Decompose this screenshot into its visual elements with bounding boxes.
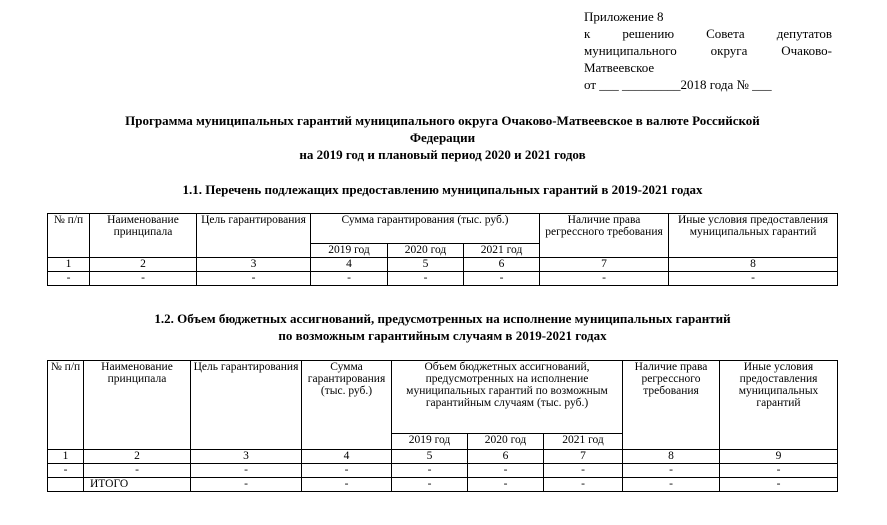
column-number: 4	[302, 450, 392, 464]
column-number: 7	[544, 450, 623, 464]
column-number-row	[48, 258, 838, 272]
budget-allocations-table	[47, 360, 838, 492]
header-other: Иные условия предоставления муниципальных гарантий	[720, 361, 838, 450]
column-number: 4	[311, 258, 388, 272]
column-number: 6	[468, 450, 544, 464]
header-purpose: Цель гарантирования	[191, 361, 302, 450]
header-volume: Объем бюджетных ассигнований, предусмотренных на исполнение муниципальных гарантий по возможным гарантийным случаям (тыс. руб.)	[392, 361, 623, 434]
table-cell: -	[84, 464, 191, 478]
table-cell: -	[311, 272, 388, 286]
table-cell: -	[720, 478, 838, 492]
total-label: ИТОГО	[84, 478, 191, 492]
header-principal: Наименование принципала	[84, 361, 191, 450]
section2-heading-line: по возможным гарантийным случаям в 2019-2021 годах	[278, 328, 607, 343]
appendix-block	[584, 8, 832, 93]
column-number: 8	[669, 258, 838, 272]
table-row	[48, 464, 838, 478]
column-number: 3	[191, 450, 302, 464]
appendix-line: от ___ _________2018 года № ___	[584, 77, 772, 92]
section2-heading	[40, 310, 845, 344]
guarantees-list-table	[47, 213, 838, 286]
table-cell: -	[48, 272, 90, 286]
column-number-row	[48, 450, 838, 464]
title-line: Федерации	[409, 130, 476, 145]
table-cell: -	[540, 272, 669, 286]
column-number: 8	[623, 450, 720, 464]
header-regress: Наличие права регрессного требования	[540, 214, 669, 258]
title-line: Программа муниципальных гарантий муниципального округа Очаково-Матвеевское в валюте Российской	[125, 113, 760, 128]
table-cell: -	[544, 478, 623, 492]
header-other: Иные условия предоставления муниципальных гарантий	[669, 214, 838, 258]
header-num: № п/п	[48, 214, 90, 258]
column-number: 6	[464, 258, 540, 272]
column-number: 2	[84, 450, 191, 464]
table-cell: -	[90, 272, 197, 286]
appendix-line: к решению Совета депутатов	[584, 26, 832, 41]
column-number: 5	[388, 258, 464, 272]
title-line: на 2019 год и плановый период 2020 и 2021 годов	[299, 147, 586, 162]
table-cell	[48, 478, 84, 492]
column-number: 3	[197, 258, 311, 272]
header-year-2020: 2020 год	[388, 244, 464, 258]
header-principal: Наименование принципала	[90, 214, 197, 258]
table-cell: -	[197, 272, 311, 286]
total-row	[48, 478, 838, 492]
section1-heading: 1.1. Перечень подлежащих предоставлению муниципальных гарантий в 2019-2021 годах	[182, 182, 703, 197]
appendix-line: муниципального округа Очаково-	[584, 43, 832, 58]
table-cell: -	[623, 478, 720, 492]
table-cell: -	[468, 464, 544, 478]
appendix-line: Матвеевское	[584, 60, 655, 75]
table-cell: -	[388, 272, 464, 286]
document-title	[40, 112, 845, 163]
column-number: 9	[720, 450, 838, 464]
header-purpose: Цель гарантирования	[197, 214, 311, 258]
section2-heading-line: 1.2. Объем бюджетных ассигнований, предусмотренных на исполнение муниципальных гарантий	[154, 311, 731, 326]
header-year-2020: 2020 год	[468, 434, 544, 450]
table-cell: -	[669, 272, 838, 286]
table-cell: -	[191, 464, 302, 478]
table-cell: -	[720, 464, 838, 478]
table-row	[48, 272, 838, 286]
header-regress: Наличие права регрессного требования	[623, 361, 720, 450]
column-number: 5	[392, 450, 468, 464]
column-number: 1	[48, 450, 84, 464]
column-number: 1	[48, 258, 90, 272]
table-cell: -	[623, 464, 720, 478]
appendix-line: Приложение 8	[584, 9, 664, 24]
header-year-2021: 2021 год	[544, 434, 623, 450]
header-num: № п/п	[48, 361, 84, 450]
table-cell: -	[48, 464, 84, 478]
header-year-2019: 2019 год	[311, 244, 388, 258]
table-cell: -	[191, 478, 302, 492]
header-year-2019: 2019 год	[392, 434, 468, 450]
header-sum: Сумма гарантирования (тыс. руб.)	[302, 361, 392, 450]
table-cell: -	[464, 272, 540, 286]
table-cell: -	[392, 478, 468, 492]
table-cell: -	[468, 478, 544, 492]
table-cell: -	[302, 478, 392, 492]
table-cell: -	[392, 464, 468, 478]
column-number: 7	[540, 258, 669, 272]
table-cell: -	[302, 464, 392, 478]
table-cell: -	[544, 464, 623, 478]
column-number: 2	[90, 258, 197, 272]
header-sum: Сумма гарантирования (тыс. руб.)	[311, 214, 540, 244]
header-year-2021: 2021 год	[464, 244, 540, 258]
